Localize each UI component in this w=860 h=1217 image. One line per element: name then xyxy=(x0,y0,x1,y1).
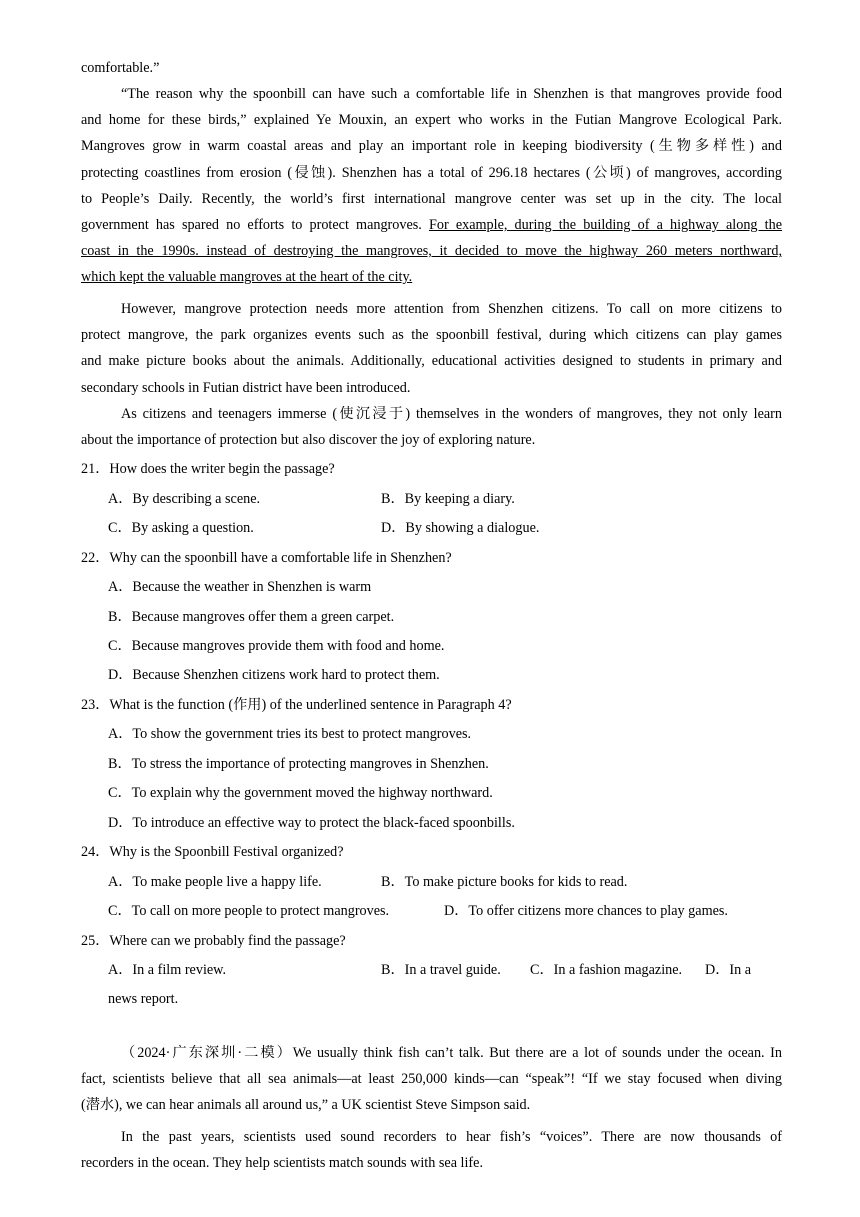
text-line: However, mangrove protection needs more attention from Shenzhen citizens. To call on more citizens to xyxy=(121,301,782,317)
question-stem: 22．Why can the spoonbill have a comfortable life in Shenzhen? xyxy=(81,550,452,566)
text-line: and make picture books about the animals. Additionally, educational activities designed to students in primary and xyxy=(81,353,782,370)
text-line: protect mangrove, the park organizes events such as the spoonbill festival, during which citizens can play games xyxy=(81,327,782,344)
answer-option: C．Because mangroves provide them with food and home. xyxy=(108,638,445,654)
text-segment: government has spared no efforts to protect mangroves. xyxy=(81,217,429,234)
text-line: recorders in the ocean. They help scientists match sounds with sea life. xyxy=(81,1155,483,1172)
text-line: fact, scientists believe that all sea animals—at least 250,000 kinds—can “speak”! “If we stay focused when diving xyxy=(81,1071,782,1088)
answer-option: A．By describing a scene. xyxy=(108,491,261,507)
text-line: and home for these birds,” explained Ye Mouxin, an expert who works in the Futian Mangrove Ecological Park. xyxy=(81,112,782,129)
text-line: protecting coastlines from erosion (侵蚀). Shenzhen has a total of 296.18 hectares (公顷) of mangroves, according xyxy=(81,164,782,181)
answer-option: D．By showing a dialogue. xyxy=(381,520,540,536)
answer-option: B．To stress the importance of protecting mangroves in Shenzhen. xyxy=(108,756,489,772)
question-stem: 23．What is the function (作用) of the underlined sentence in Paragraph 4? xyxy=(81,697,512,713)
text-line: （2024·广东深圳·二模）We usually think fish can’t talk. But there are a lot of sounds under the ocean. In xyxy=(121,1045,782,1061)
answer-option: A．In a film review. xyxy=(108,962,227,978)
answer-option: C．To call on more people to protect mangroves. xyxy=(108,903,390,919)
text-line: to People’s Daily. Recently, the world’s first international mangrove center was set up in the city. The local xyxy=(81,190,782,207)
question-stem: 24．Why is the Spoonbill Festival organized? xyxy=(81,844,344,860)
question-stem: 21．How does the writer begin the passage? xyxy=(81,461,335,477)
answer-option: C．By asking a question. xyxy=(108,520,254,536)
paragraph-mangroves-reason xyxy=(81,81,782,291)
text-line: Mangroves grow in warm coastal areas and play an important role in keeping biodiversity (生物多样性) and xyxy=(81,138,782,155)
text-line: secondary schools in Futian district have been introduced. xyxy=(81,379,411,396)
answer-option: A．To show the government tries its best to protect mangroves. xyxy=(108,726,472,742)
underlined-sentence: which kept the valuable mangroves at the heart of the city. xyxy=(81,269,413,286)
answer-option: B．To make picture books for kids to read. xyxy=(381,874,628,890)
answer-option: B．Because mangroves offer them a green carpet. xyxy=(108,609,395,625)
underlined-sentence: coast in the 1990s. instead of destroying the mangroves, it decided to move the highway 260 meters northward, xyxy=(81,243,782,260)
answer-option: D．To introduce an effective way to protect the black-faced spoonbills. xyxy=(108,815,515,831)
question-stem: 25．Where can we probably find the passage? xyxy=(81,933,346,949)
answer-option: D．In a xyxy=(705,962,752,978)
text-line: As citizens and teenagers immerse (使沉浸于) themselves in the wonders of mangroves, they not only learn xyxy=(121,406,782,422)
answer-option: A．To make people live a happy life. xyxy=(108,874,322,890)
answer-option: C．To explain why the government moved the highway northward. xyxy=(108,785,493,801)
paragraph-fish-sounds xyxy=(81,1040,782,1119)
text-line: (潜水), we can hear animals all around us,” a UK scientist Steve Simpson said. xyxy=(81,1097,531,1114)
answer-option: B．By keeping a diary. xyxy=(381,491,515,507)
text-line: comfortable.” xyxy=(81,60,160,76)
underlined-sentence: For example, during the building of a highway along the xyxy=(428,217,782,234)
paragraph-conclusion xyxy=(81,401,782,453)
answer-option-continued: news report. xyxy=(108,991,179,1007)
answer-option: D．To offer citizens more chances to play games. xyxy=(444,903,728,919)
text-line: “The reason why the spoonbill can have such a comfortable life in Shenzhen is that mangroves provide food xyxy=(121,86,782,102)
paragraph-sound-recorders xyxy=(81,1124,782,1176)
paragraph-continuation xyxy=(81,55,782,81)
answer-option: C．In a fashion magazine. xyxy=(530,962,683,978)
answer-option: B．In a travel guide. xyxy=(381,962,501,978)
text-line: In the past years, scientists used sound recorders to hear fish’s “voices”. There are now thousands of xyxy=(121,1129,782,1145)
answer-option: A．Because the weather in Shenzhen is warm xyxy=(108,579,372,595)
answer-option: D．Because Shenzhen citizens work hard to protect them. xyxy=(108,667,440,683)
text-line: about the importance of protection but also discover the joy of exploring nature. xyxy=(81,432,536,449)
text-line xyxy=(81,212,782,238)
paragraph-protection xyxy=(81,296,782,401)
